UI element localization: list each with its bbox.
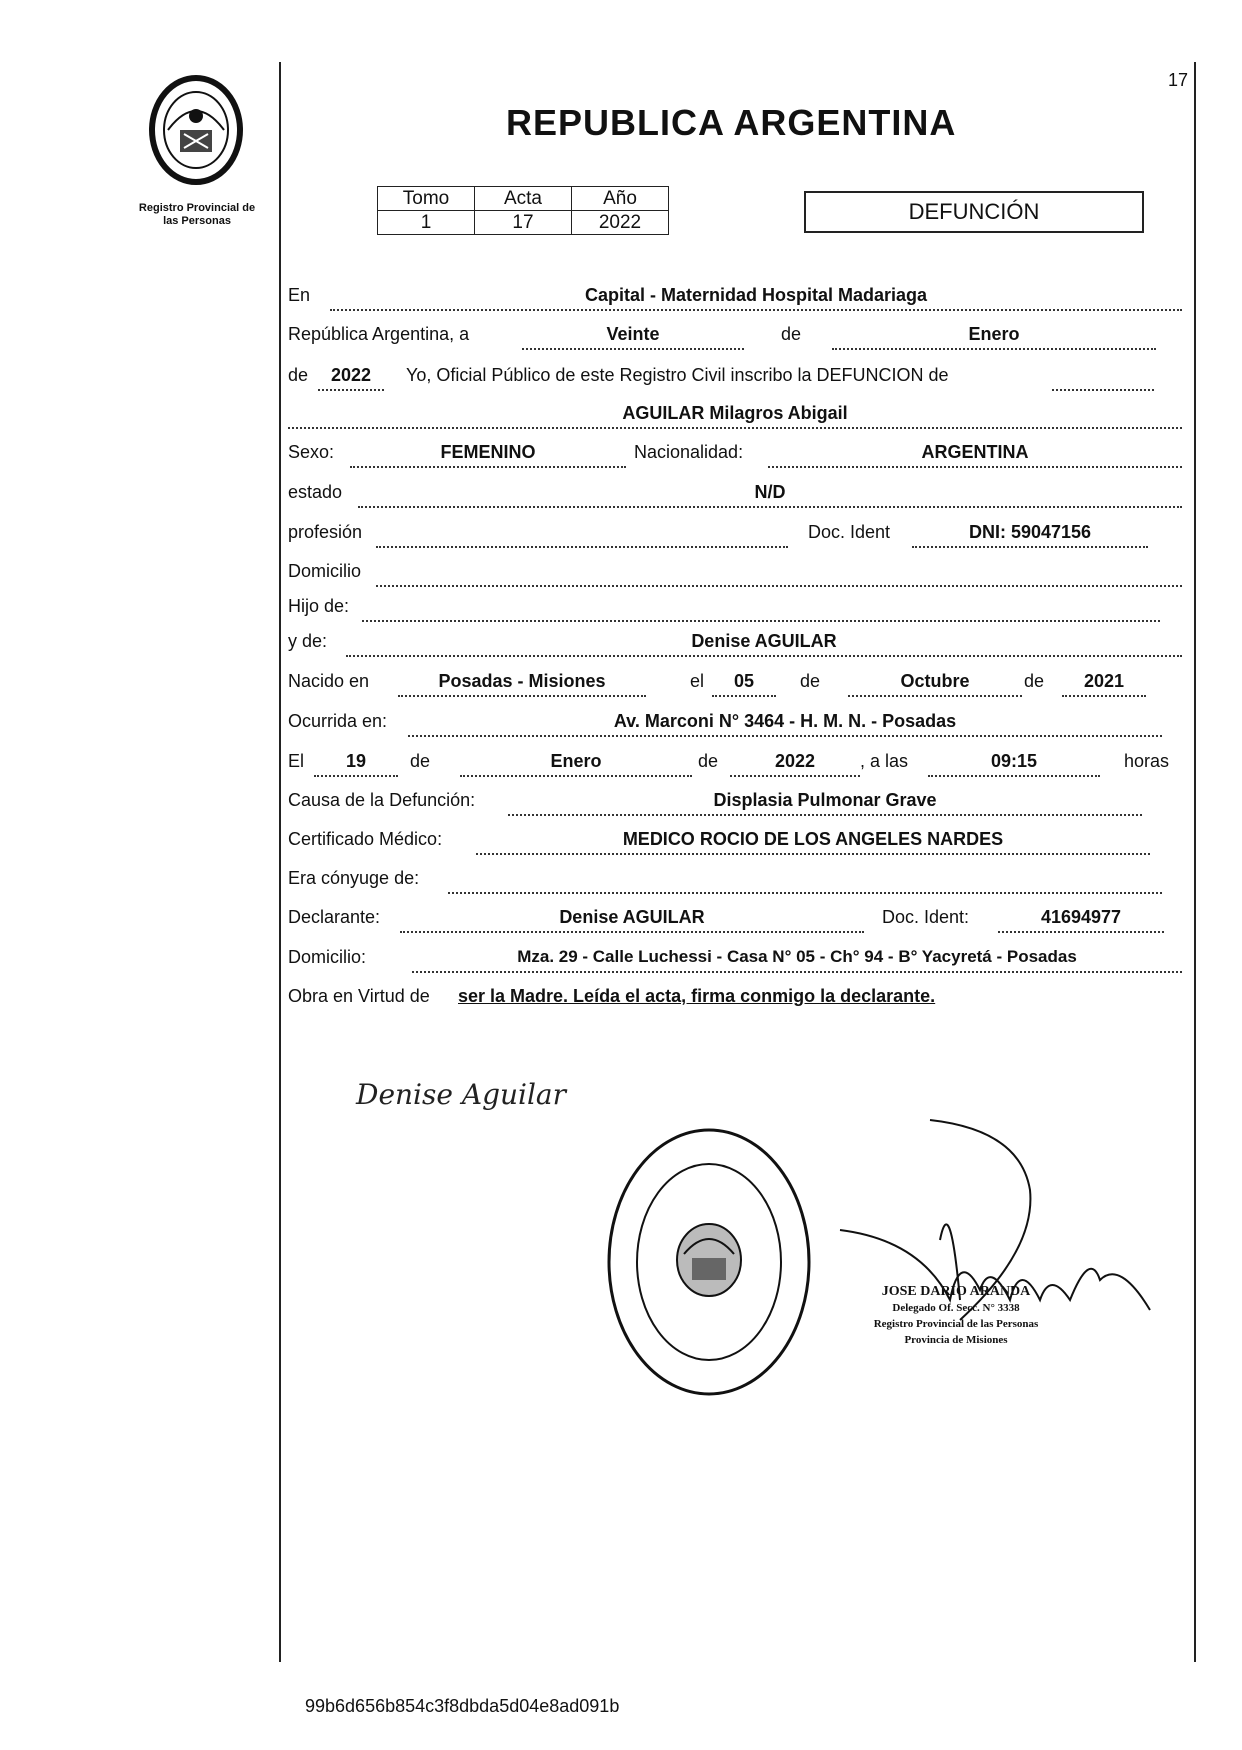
official-role: Delegado Of. Secc. N° 3338 [892, 1302, 1020, 1314]
declarante-label: Declarante: [288, 907, 381, 927]
declarante-value: Denise AGUILAR [400, 905, 864, 933]
republica-label: República Argentina, a [288, 324, 470, 344]
acta-header: Acta [475, 187, 572, 211]
el2-label: El [288, 751, 305, 771]
yde-label: y de: [288, 631, 328, 651]
registry-stamp [604, 1124, 814, 1400]
registry-caption: Registro Provincial de las Personas [138, 202, 256, 227]
nacido-dia: 05 [712, 669, 776, 697]
estado-label: estado [288, 482, 343, 502]
domicilio2-label: Domicilio: [288, 947, 367, 967]
conyuge-label: Era cónyuge de: [288, 868, 420, 888]
de-label-2: de [288, 365, 309, 385]
doc2-value: 41694977 [998, 905, 1164, 933]
def-dia: 19 [314, 749, 398, 777]
doc-label: Doc. Ident [808, 522, 891, 542]
de-label-5: de [410, 751, 431, 771]
dia-value: Veinte [522, 322, 744, 350]
de-label: de [781, 324, 802, 344]
en-value: Capital - Maternidad Hospital Madariaga [330, 283, 1182, 311]
estado-value: N/D [358, 480, 1182, 508]
de-label-6: de [698, 751, 719, 771]
left-margin-rule [279, 62, 281, 1662]
tomo-value: 1 [378, 211, 475, 235]
causa-label: Causa de la Defunción: [288, 790, 476, 810]
right-margin-rule [1194, 62, 1196, 1662]
certificado-label: Certificado Médico: [288, 829, 443, 849]
def-anio: 2022 [730, 749, 860, 777]
province-seal [140, 72, 252, 192]
de-label-3: de [800, 671, 821, 691]
page-number: 17 [1168, 70, 1189, 90]
sexo-label: Sexo: [288, 442, 335, 462]
official-signature-block [826, 1284, 1086, 1348]
def-hora: 09:15 [928, 749, 1100, 777]
oficial-text: Yo, Oficial Público de este Registro Civil inscribo la DEFUNCION de [406, 365, 949, 385]
anio-value-text: 2022 [318, 363, 384, 391]
certificado-value: MEDICO ROCIO DE LOS ANGELES NARDES [476, 827, 1150, 855]
page-title: REPUBLICA ARGENTINA [506, 102, 957, 143]
doc-value: DNI: 59047156 [912, 520, 1148, 548]
domicilio-dots [376, 559, 1182, 587]
profesion-dots [376, 520, 788, 548]
obra-label: Obra en Virtud de [288, 986, 430, 1006]
nacionalidad-value: ARGENTINA [768, 440, 1182, 468]
yde-value: Denise AGUILAR [346, 629, 1182, 657]
hijo-label: Hijo de: [288, 596, 350, 616]
alas-label: , a las [860, 751, 909, 771]
record-type-box: DEFUNCIÓN [804, 191, 1144, 233]
ocurrida-label: Ocurrida en: [288, 711, 388, 731]
causa-value: Displasia Pulmonar Grave [508, 788, 1142, 816]
en-label: En [288, 285, 311, 305]
anio-header: Año [572, 187, 669, 211]
profesion-label: profesión [288, 522, 363, 542]
doc2-label: Doc. Ident: [882, 907, 970, 927]
declarante-signature: Denise Aguilar [356, 1078, 567, 1111]
conyuge-dots [448, 866, 1162, 894]
nacionalidad-label: Nacionalidad: [634, 442, 744, 462]
deceased-name: AGUILAR Milagros Abigail [288, 401, 1182, 429]
nacido-mes: Octubre [848, 669, 1022, 697]
def-mes: Enero [460, 749, 692, 777]
mes-value: Enero [832, 322, 1156, 350]
oficial-dots [1052, 363, 1154, 391]
official-province: Provincia de Misiones [904, 1334, 1008, 1346]
acta-value: 17 [475, 211, 572, 235]
horas-label: horas [1124, 751, 1170, 771]
domicilio-label: Domicilio [288, 561, 362, 581]
hijo-dots [362, 594, 1160, 622]
de-label-4: de [1024, 671, 1045, 691]
footer-hash: 99b6d656b854c3f8dbda5d04e8ad091b [305, 1696, 620, 1716]
official-office: Registro Provincial de las Personas [873, 1318, 1039, 1330]
domicilio2-value: Mza. 29 - Calle Luchessi - Casa N° 05 - Ch° 94 - B° Yacyretá - Posadas [412, 945, 1182, 973]
official-name: JOSE DARIO ARANDA [881, 1284, 1031, 1299]
ocurrida-value: Av. Marconi N° 3464 - H. M. N. - Posadas [408, 709, 1162, 737]
acta-table [377, 186, 669, 235]
obra-value: ser la Madre. Leída el acta, firma conmigo la declarante. [458, 986, 936, 1006]
nacido-anio: 2021 [1062, 669, 1146, 697]
tomo-header: Tomo [378, 187, 475, 211]
nacido-label: Nacido en [288, 671, 370, 691]
sexo-value: FEMENINO [350, 440, 626, 468]
el-label: el [690, 671, 705, 691]
anio-value: 2022 [572, 211, 669, 235]
nacido-lugar: Posadas - Misiones [398, 669, 646, 697]
